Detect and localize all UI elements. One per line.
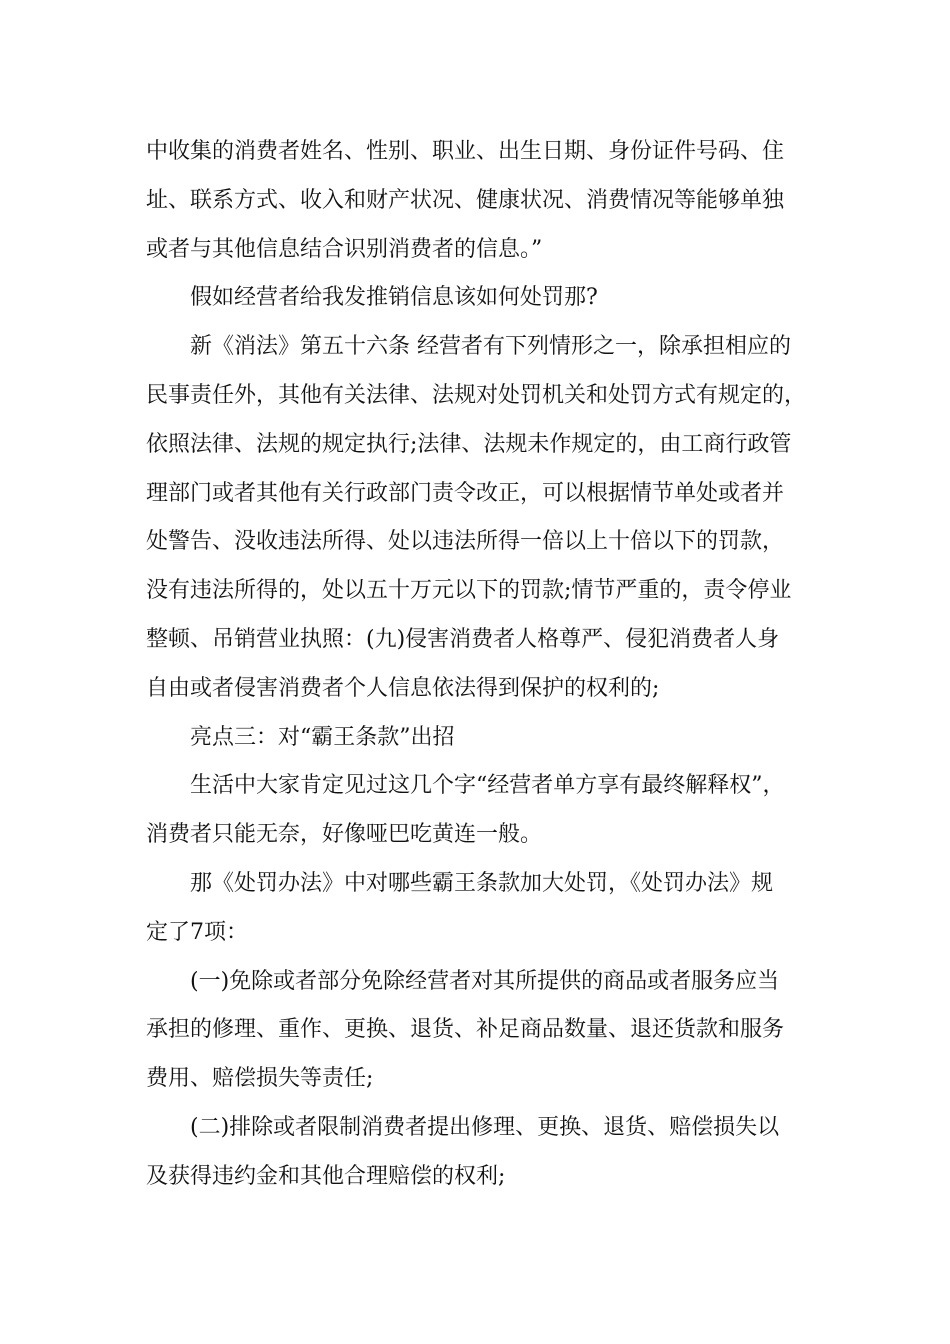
text-line: 没有违法所得的，处以五十万元以下的罚款;情节严重的，责令停业 — [146, 578, 792, 604]
text-line: 或者与其他信息结合识别消费者的信息。” — [146, 236, 543, 262]
text-line: 址、联系方式、收入和财产状况、健康状况、消费情况等能够单独 — [146, 187, 785, 213]
list-item: (二)排除或者限制消费者提出修理、更换、退货、赔偿损失以 — [190, 1114, 780, 1140]
text-line: 理部门或者其他有关行政部门责令改正，可以根据情节单处或者并 — [146, 480, 785, 506]
text-line: 中收集的消费者姓名、性别、职业、出生日期、身份证件号码、住 — [146, 139, 785, 164]
text-line: 自由或者侵害消费者个人信息依法得到保护的权利的; — [146, 675, 660, 701]
text-line: 生活中大家肯定见过这几个字“经营者单方享有最终解释权”， — [190, 773, 785, 799]
text-line: 承担的修理、重作、更换、退货、补足商品数量、退还货款和服务 — [146, 1017, 785, 1043]
text-line: 定了7项： — [146, 919, 248, 945]
text-line: 处警告、没收违法所得、处以违法所得一倍以上十倍以下的罚款， — [146, 529, 785, 555]
section-heading: 亮点三：对“霸王条款”出招 — [190, 724, 455, 750]
list-item: (一)免除或者部分免除经营者对其所提供的商品或者服务应当 — [190, 968, 780, 994]
document-body — [146, 128, 820, 1202]
text-line: 及获得违约金和其他合理赔偿的权利; — [146, 1163, 506, 1189]
text-line: 费用、赔偿损失等责任; — [146, 1066, 374, 1092]
text-line: 消费者只能无奈，好像哑巴吃黄连一般。 — [146, 822, 543, 848]
text-line: 依照法律、法规的规定执行;法律、法规未作规定的，由工商行政管 — [146, 431, 792, 457]
text-line: 民事责任外，其他有关法律、法规对处罚机关和处罚方式有规定的， — [146, 382, 807, 408]
text-line: 整顿、吊销营业执照：(九)侵害消费者人格尊严、侵犯消费者人身 — [146, 626, 780, 652]
text-line: 新《消法》第五十六条 经营者有下列情形之一，除承担相应的 — [190, 334, 791, 360]
paragraph-question: 假如经营者给我发推销信息该如何处罚那? — [190, 285, 598, 311]
text-line: 那《处罚办法》中对哪些霸王条款加大处罚，《处罚办法》规 — [190, 870, 774, 896]
